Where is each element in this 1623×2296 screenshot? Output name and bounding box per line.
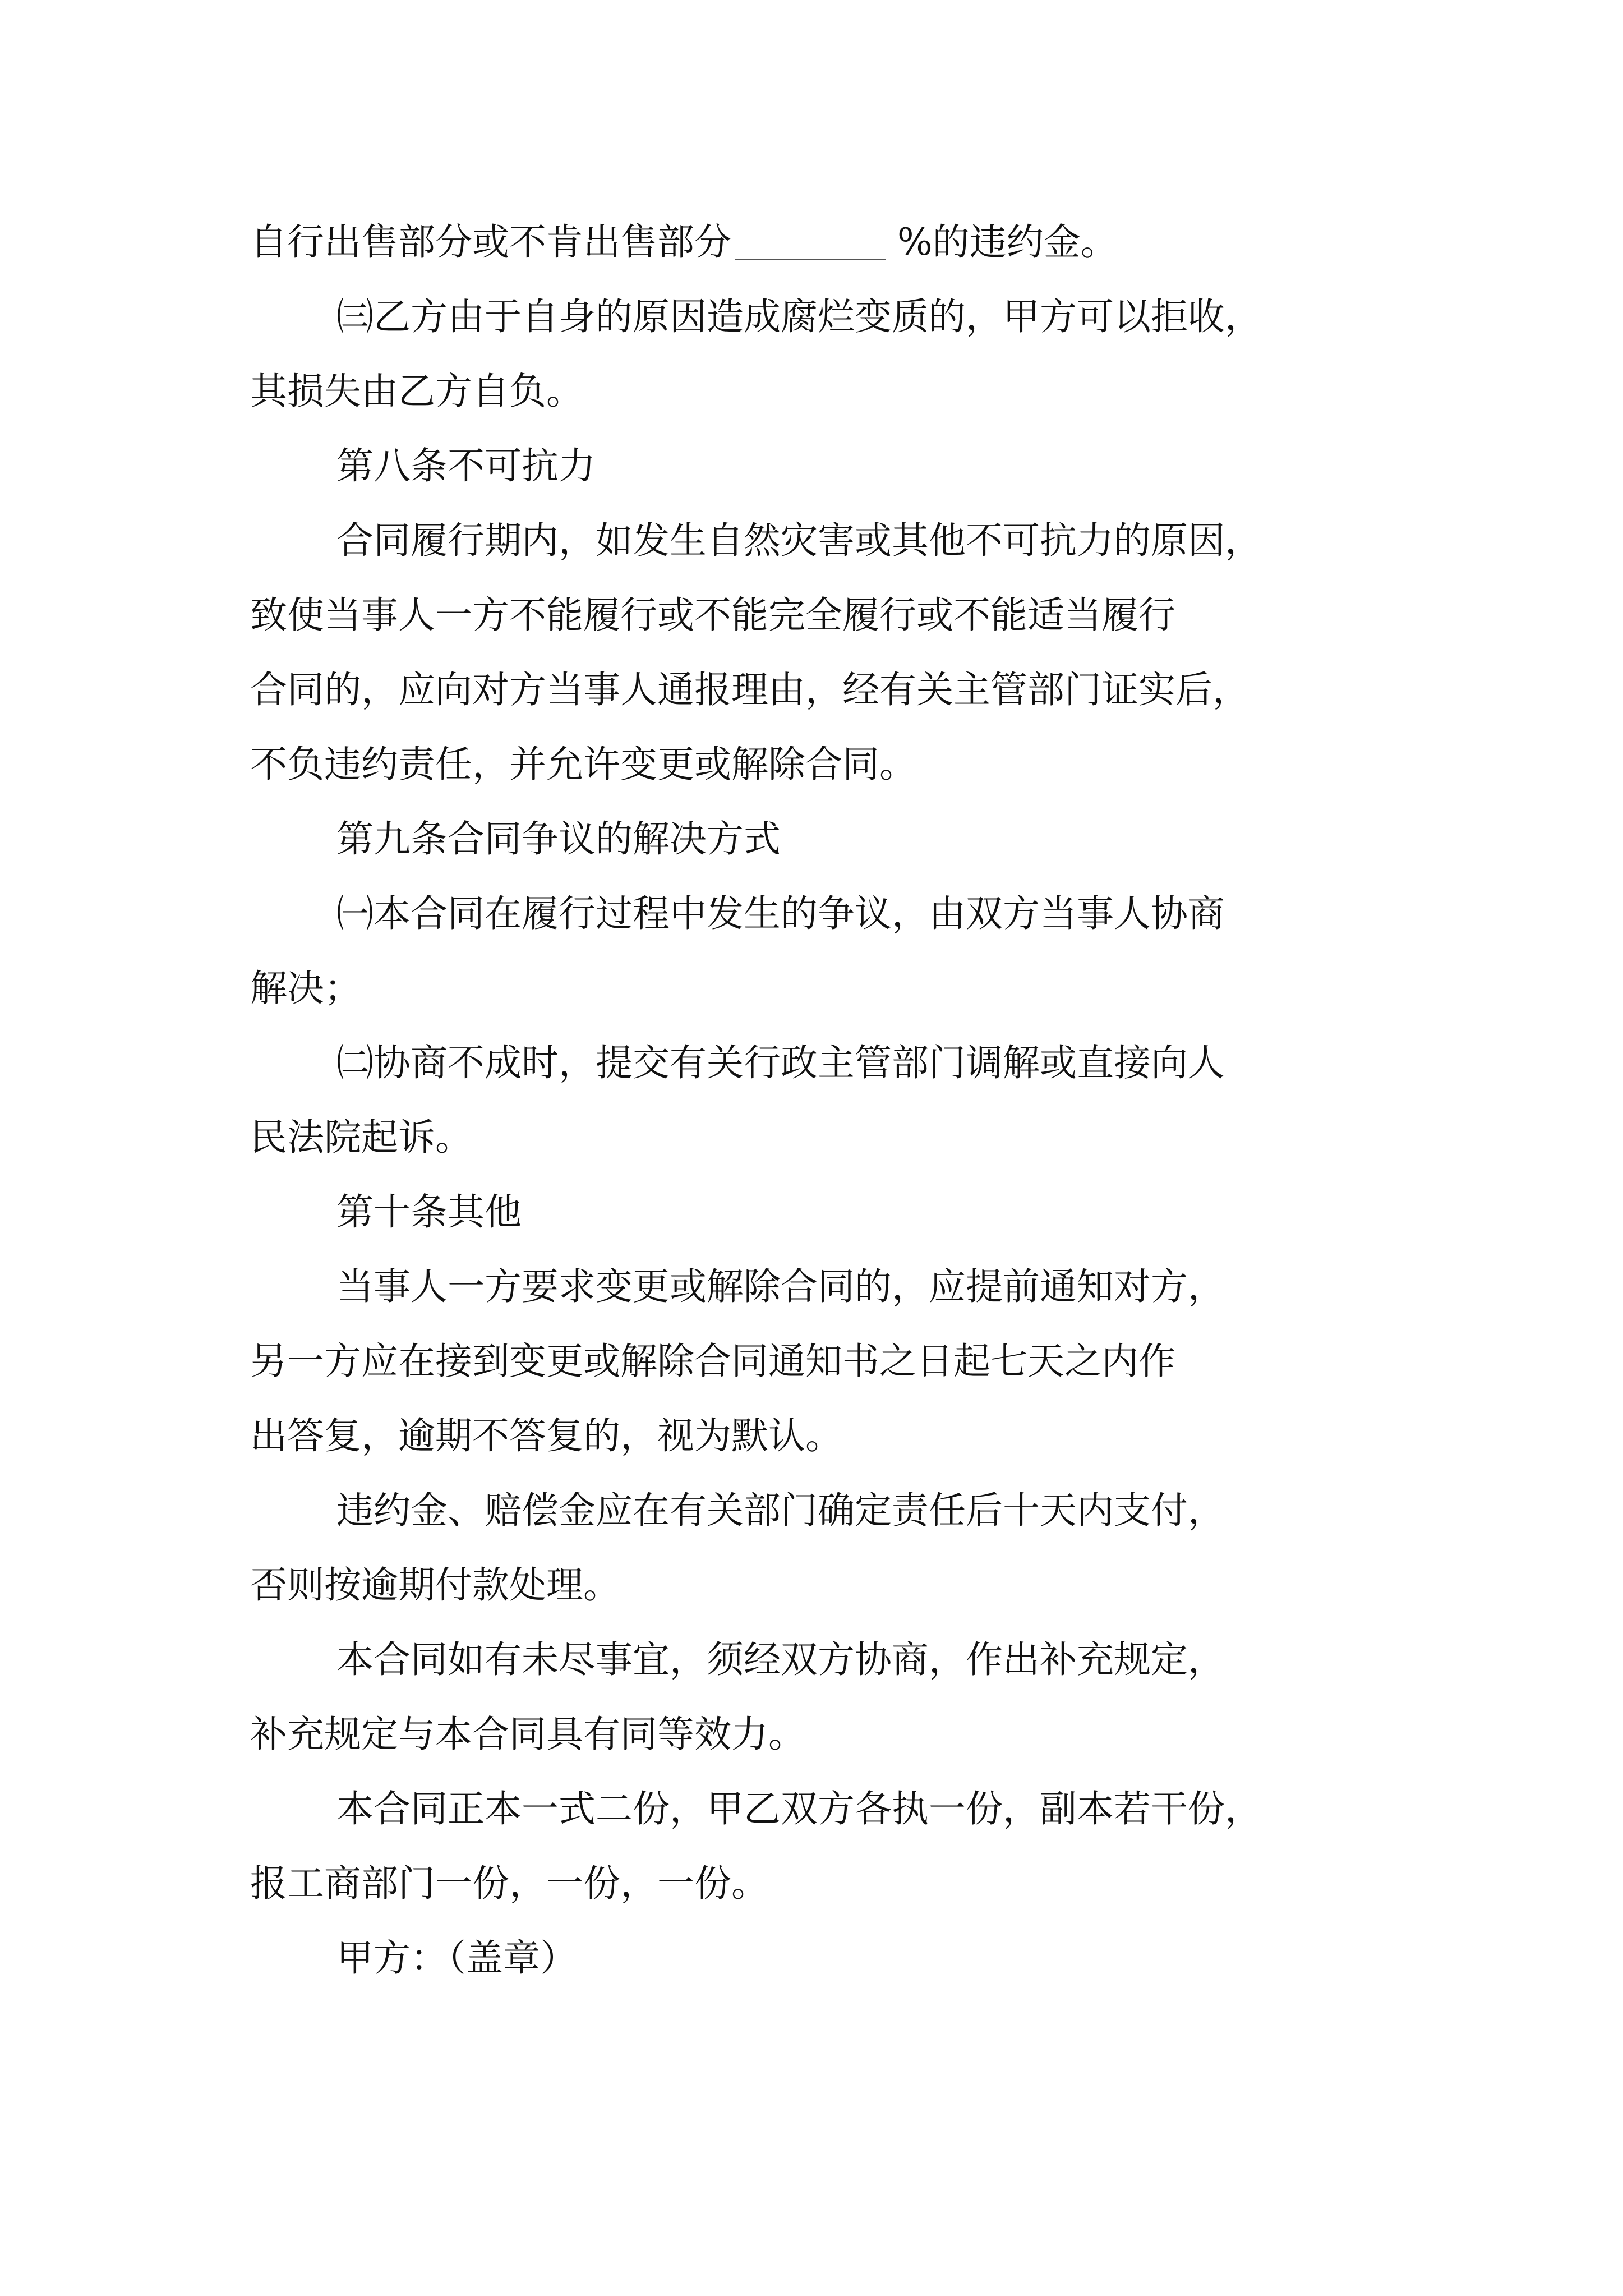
paragraph-change-notice-line-2: 另一方应在接到变更或解除合同通知书之日起七天之内作: [250, 1340, 1175, 1383]
paragraph-payment-line-1: 违约金、赔偿金应在有关部门确定责任后十天内支付，: [336, 1489, 1225, 1532]
paragraph-copies-line-1: 本合同正本一式二份，甲乙双方各执一份，副本若干份，: [336, 1787, 1262, 1830]
paragraph-force-majeure-line-3: 合同的，应向对方当事人通报理由，经有关主管部门证实后，: [250, 668, 1249, 711]
paragraph-supplement-line-1: 本合同如有未尽事宜，须经双方协商，作出补充规定，: [336, 1638, 1225, 1681]
article-10-heading: 第十条其他: [336, 1190, 522, 1234]
paragraph-rot-clause-line-1: ㈢乙方由于自身的原因造成腐烂变质的，甲方可以拒收，: [336, 295, 1262, 338]
paragraph-change-notice-line-1: 当事人一方要求变更或解除合同的，应提前通知对方，: [336, 1265, 1225, 1308]
paragraph-force-majeure-line-2: 致使当事人一方不能履行或不能完全履行或不能适当履行: [250, 593, 1175, 637]
paragraph-supplement-line-2: 补充规定与本合同具有同等效力。: [250, 1713, 805, 1756]
paragraph-penalty-line-1: [250, 220, 1118, 265]
paragraph-copies-line-2: 报工商部门一份，一份，一份。: [250, 1862, 768, 1905]
article-9-heading: 第九条合同争议的解决方式: [336, 817, 781, 861]
paragraph-change-notice-line-3: 出答复，逾期不答复的，视为默认。: [250, 1414, 842, 1457]
party-a-signature-line: 甲方：（盖章）: [336, 1936, 577, 1980]
article-8-heading: 第八条不可抗力: [336, 444, 596, 487]
paragraph-force-majeure-line-1: 合同履行期内，如发生自然灾害或其他不可抗力的原因，: [336, 519, 1262, 562]
paragraph-force-majeure-line-4: 不负违约责任，并允许变更或解除合同。: [250, 743, 916, 786]
paragraph-rot-clause-line-2: 其损失由乙方自负。: [250, 370, 583, 413]
paragraph-dispute-1-line-2: 解决；: [250, 967, 361, 1010]
paragraph-dispute-2-line-2: 民法院起诉。: [250, 1116, 472, 1159]
fill-in-blank: [735, 226, 886, 260]
paragraph-dispute-1-line-1: ㈠本合同在履行过程中发生的争议，由双方当事人协商: [336, 892, 1225, 935]
text-segment: 自行出售部分或不肯出售部分: [250, 220, 731, 264]
paragraph-payment-line-2: 否则按逾期付款处理。: [250, 1563, 620, 1607]
text-segment: %的违约金。: [897, 220, 1118, 264]
paragraph-dispute-2-line-1: ㈡协商不成时，提交有关行政主管部门调解或直接向人: [336, 1041, 1225, 1084]
